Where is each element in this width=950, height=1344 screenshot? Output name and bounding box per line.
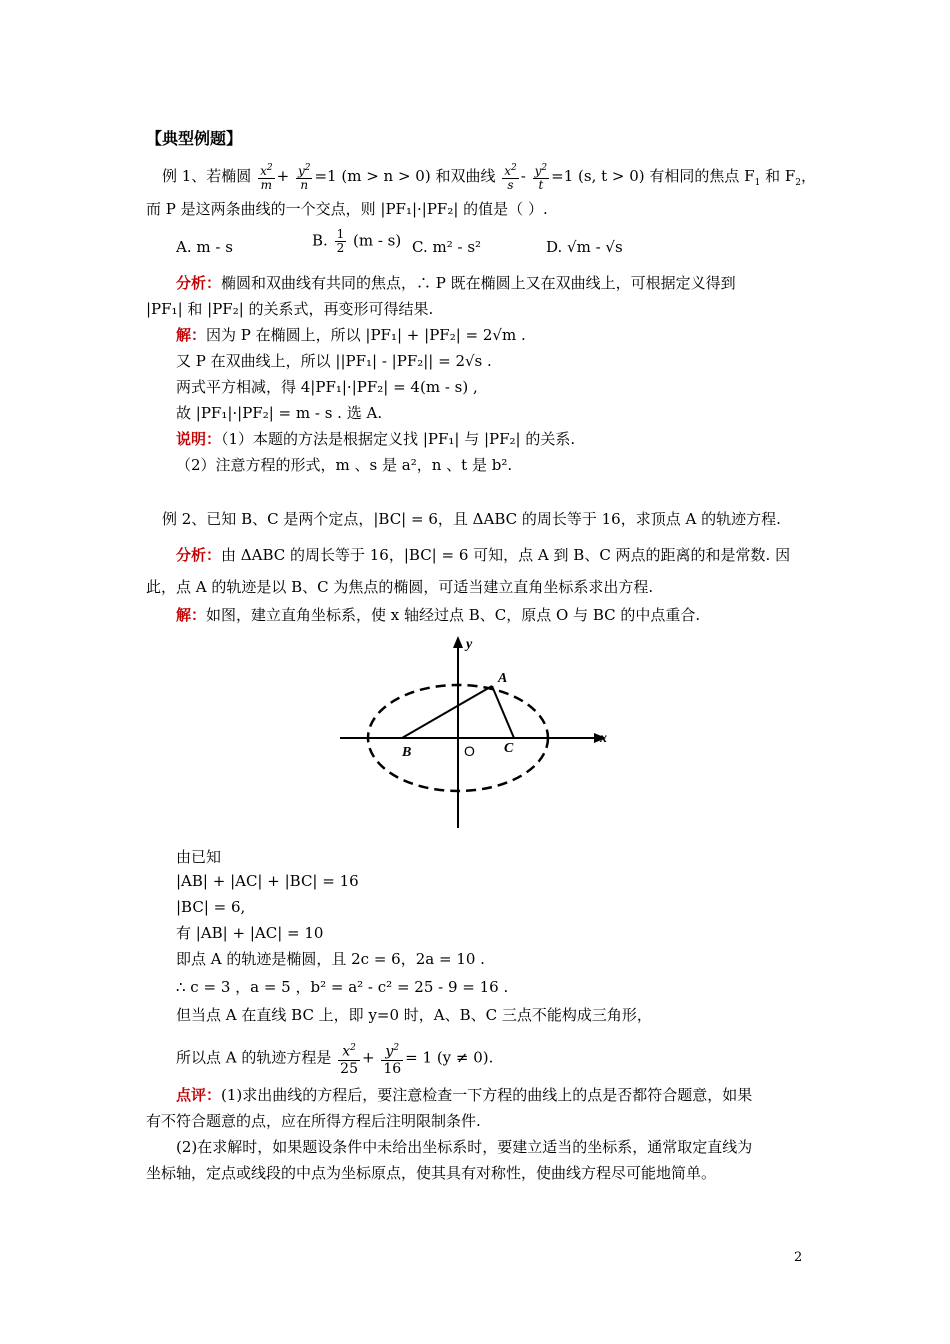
ex2-s2: |AB| + |AC| + |BC| = 16 — [176, 872, 359, 890]
origin-label: O — [464, 743, 475, 759]
ex1-note-2: （2）注意方程的形式，m 、s 是 a²，n 、t 是 b². — [176, 456, 513, 474]
option-b — [312, 228, 401, 255]
segment-ba — [402, 686, 492, 738]
ex2-s6: ∴ c = 3 ，a = 5 ，b² = a² - c² = 25 - 9 = 16 . — [176, 978, 509, 996]
ex1-sol-4: 故 |PF₁|·|PF₂| = m - s . 选 A. — [176, 404, 383, 422]
section-heading: 【典型例题】 — [146, 129, 243, 148]
point-a-label: A — [498, 671, 508, 686]
ex1-text: 例 1、若椭圆 — [162, 167, 252, 185]
ex1-sol-2: 又 P 在双曲线上，所以 ||PF₁| - |PF₂|| = 2√s . — [176, 352, 492, 370]
ex1-line1: 例 1、若椭圆 $\frac{x^2}{m}$ + $\frac{y^2}{n}$ =1 (m > n > 0) 和双曲线 $\frac{x^2}{s}$ - $\frac{y^2}{t}$ =1 (s, t > 0) 有相同的焦点 $F_1$ 和 $F_2$， — [162, 163, 817, 192]
ex1-note — [176, 428, 575, 450]
ex1-analysis-2: |PF₁| 和 |PF₂| 的关系式，再变形可得结果. — [146, 300, 434, 318]
option-d: D. √m - √s — [546, 238, 623, 256]
x-label: x — [600, 731, 607, 746]
frac-y2-n: $\frac{y^2}{n}$ — [297, 163, 311, 192]
ex2-s3: |BC| = 6, — [176, 898, 246, 916]
solution-text: 如图，建立直角坐标系，使 x 轴经过点 B、C，原点 O 与 BC 的中点重合. — [206, 606, 701, 624]
ex2-s4: 有 |AB| + |AC| = 10 — [176, 924, 324, 942]
solution-text: 因为 P 在椭圆上，所以 |PF₁| + |PF₂| = 2√m . — [206, 326, 526, 344]
ex2-analysis-2: 此，点 A 的轨迹是以 B、C 为焦点的椭圆，可适当建立直角坐标系求出方程. — [146, 578, 654, 596]
ellipse-figure — [336, 632, 616, 832]
note-label: 说明： — [176, 430, 222, 448]
analysis-label: 分析： — [176, 546, 222, 564]
answer-condition: (y ≠ 0). — [436, 1048, 494, 1067]
answer-prefix: 所以点 A 的轨迹方程是 — [176, 1048, 332, 1067]
segment-ac — [492, 686, 514, 738]
ex2-line1: 例 2、已知 B、C 是两个定点，|BC| = 6，且 ΔABC 的周长等于 16，求顶点 A 的轨迹方程. — [162, 510, 781, 528]
analysis-label: 分析： — [176, 274, 222, 292]
point-b-label: B — [402, 745, 412, 760]
ex2-s7: 但当点 A 在直线 BC 上，即 y=0 时，A、B、C 三点不能构成三角形， — [176, 1006, 652, 1024]
option-b-label: B. — [312, 231, 328, 250]
ex1-text: (s, t > 0) 有相同的焦点 F — [578, 167, 755, 185]
option-a: A. m - s — [176, 238, 233, 256]
ex1-analysis — [176, 272, 736, 294]
point-c-label: C — [504, 741, 514, 756]
ex1-line2: 而 P 是这两条曲线的一个交点，则 |PF₁|·|PF₂| 的值是（ ）. — [146, 200, 548, 218]
ex2-comment-3: (2)在求解时，如果题设条件中未给出坐标系时，要建立适当的坐标系，通常取定直线为 — [176, 1138, 753, 1156]
analysis-text: 由 ΔABC 的周长等于 16，|BC| = 6 可知，点 A 到 B、C 两点的距离的和是常数. 因 — [221, 546, 791, 564]
ex2-s5: 即点 A 的轨迹是椭圆，且 2c = 6，2a = 10 . — [176, 950, 485, 968]
ex1-solution — [176, 324, 526, 346]
analysis-text: 椭圆和双曲线有共同的焦点，∴ P 既在椭圆上又在双曲线上，可根据定义得到 — [221, 274, 736, 292]
option-c: C. m² - s² — [412, 238, 482, 256]
y-axis-arrow — [453, 636, 463, 648]
comment-label: 点评： — [176, 1086, 222, 1104]
frac-y2-16: $\frac{y^2}{16}$ — [381, 1040, 403, 1077]
ex2-comment-2: 有不符合题意的点，应在所得方程后注明限制条件. — [146, 1112, 481, 1130]
ex2-s8: 所以点 A 的轨迹方程是 $\frac{x^2}{25}$ + $\frac{y^2}{16}$ = 1 (y ≠ 0). — [176, 1040, 493, 1077]
frac-y2-t: $\frac{y^2}{t}$ — [534, 163, 548, 192]
solution-label: 解： — [176, 326, 207, 344]
ex2-comment — [176, 1084, 752, 1106]
frac-x2-25: $\frac{x^2}{25}$ — [338, 1040, 360, 1077]
note-text: （1）本题的方法是根据定义找 |PF₁| 与 |PF₂| 的关系. — [221, 430, 576, 448]
ex1-text: ， — [801, 167, 817, 185]
ex1-text: (m > n > 0) 和双曲线 — [341, 167, 496, 185]
y-label: y — [466, 637, 473, 652]
comment-text: (1)求出曲线的方程后，要注意检查一下方程的曲线上的点是否都符合题意，如果 — [221, 1086, 753, 1104]
ex1-text: 和 F — [765, 167, 796, 185]
frac-x2-s: $\frac{x^2}{s}$ — [504, 163, 517, 192]
frac-half: $\frac{1}{2}$ — [336, 227, 345, 255]
page-number: 2 — [794, 1250, 803, 1265]
ex2-solution — [176, 604, 700, 626]
solution-label: 解： — [176, 606, 207, 624]
frac-x2-m: $\frac{x^2}{m}$ — [260, 163, 273, 192]
ex1-sol-3: 两式平方相减，得 4|PF₁|·|PF₂| = 4(m - s) , — [176, 378, 478, 396]
ex2-analysis — [176, 544, 790, 566]
option-b-expr: (m - s) — [353, 231, 402, 250]
ex2-s1: 由已知 — [176, 848, 222, 866]
ex2-comment-4: 坐标轴，定点或线段的中点为坐标原点，使其具有对称性，使曲线方程尽可能地简单。 — [146, 1164, 717, 1182]
